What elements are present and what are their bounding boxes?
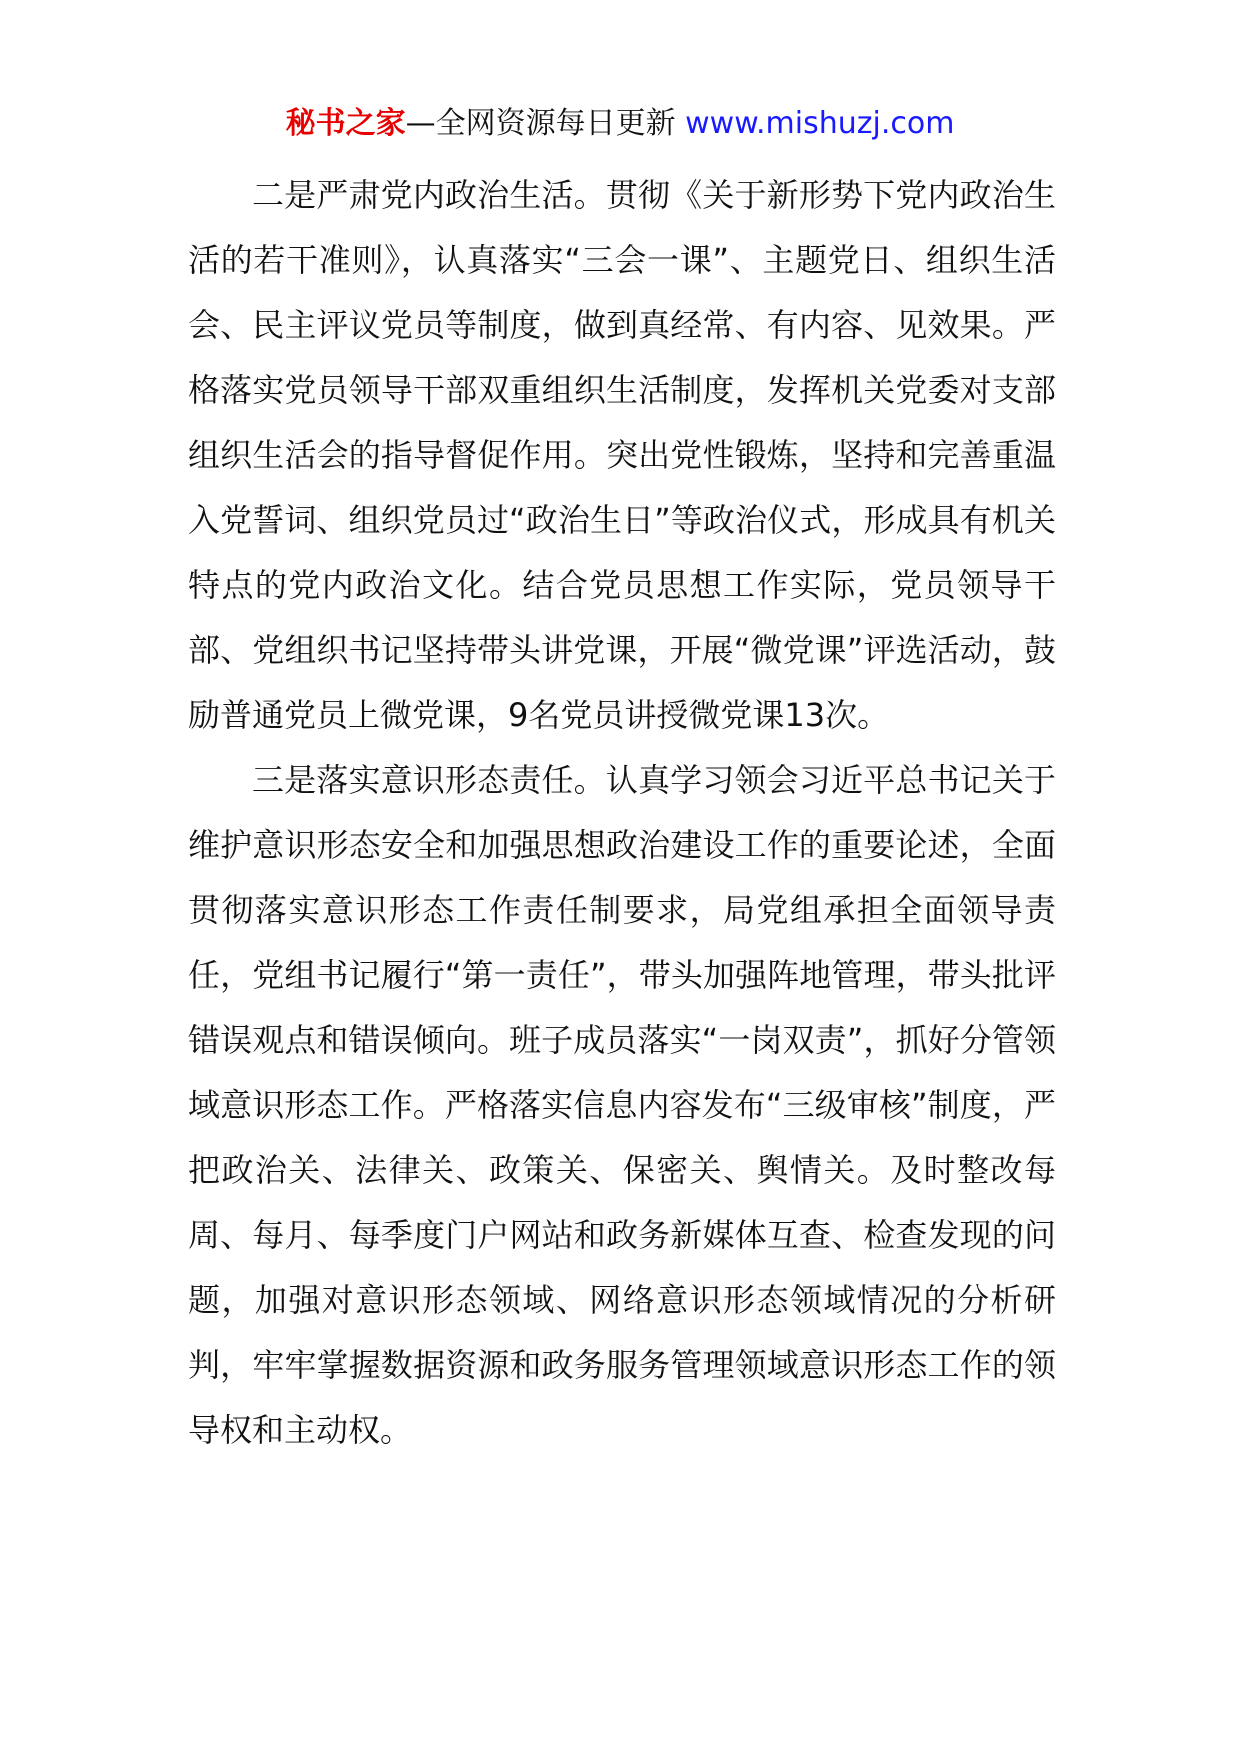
header-url-link[interactable]: www.mishuzj.com (685, 106, 955, 141)
paragraph-ideology-responsibility: 三是落实意识形态责任。认真学习领会习近平总书记关于维护意识形态安全和加强思想政治建设工作的重要论述，全面贯彻落实意识形态工作责任制要求，局党组承担全面领导责任，党组书记履行“第一责任”，带头加强阵地管理，带头批评错误观点和错误倾向。班子成员落实“一岗双责”，抓好分管领域意识形态工作。严格落实信息内容发布“三级审核”制度，严把政治关、法律关、政策关、保密关、舆情关。及时整改每周、每月、每季度门户网站和政务新媒体互查、检查发现的问题，加强对意识形态领域、网络意识形态领域情况的分析研判，牢牢掌握数据资源和政务服务管理领域意识形态工作的领导权和主动权。 (188, 761, 1056, 1449)
header-brand: 秘书之家 (285, 106, 406, 141)
header-tagline: —全网资源每日更新 (405, 106, 676, 141)
paragraph-political-life: 二是严肃党内政治生活。贯彻《关于新形势下党内政治生活的若干准则》，认真落实“三会一课”、主题党日、组织生活会、民主评议党员等制度，做到真经常、有内容、见效果。严格落实党员领导干部双重组织生活制度，发挥机关党委对支部组织生活会的指导督促作用。突出党性锻炼，坚持和完善重温入党誓词、组织党员过“政治生日”等政治仪式，形成具有机关特点的党内政治文化。结合党员思想工作实际，党员领导干部、党组织书记坚持带头讲党课，开展“微党课”评选活动，鼓励普通党员上微党课，9名党员讲授微党课13次。 (188, 176, 1056, 734)
page-header (0, 100, 1240, 148)
document-body (188, 163, 1056, 1463)
